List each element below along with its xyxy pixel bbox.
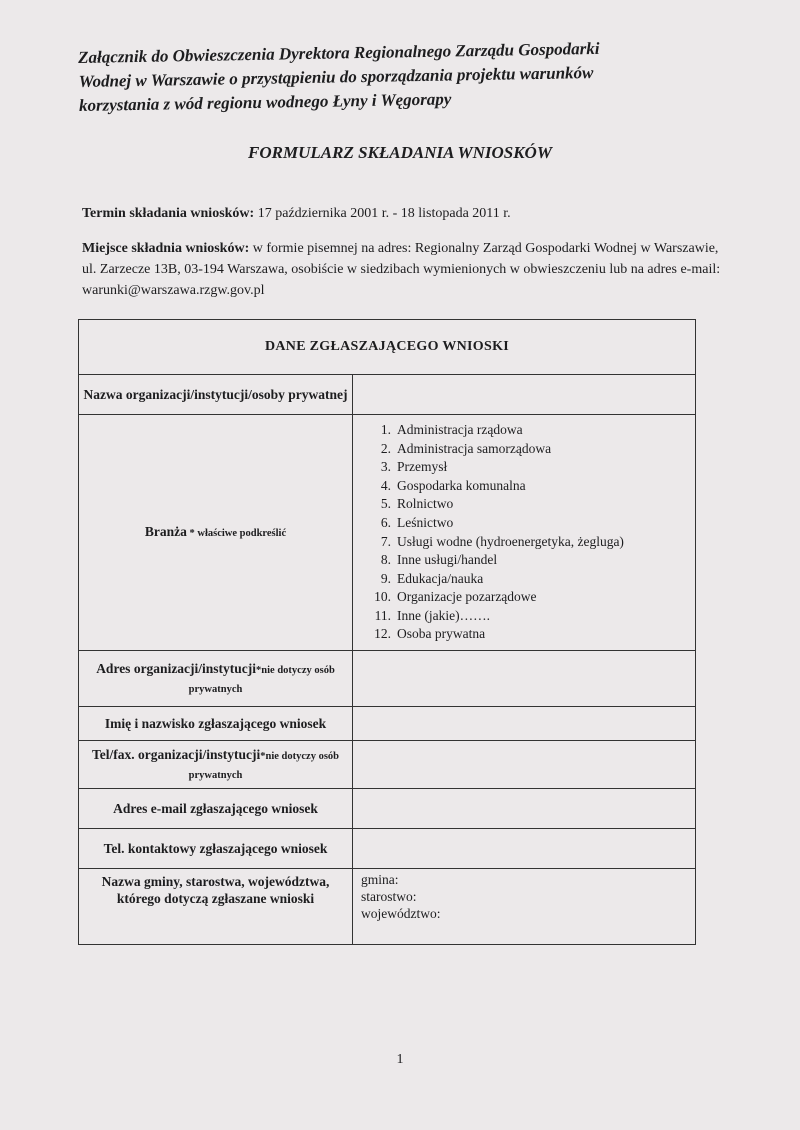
applicant-name-label: Imię i nazwisko zgłaszającego wniosek	[79, 707, 353, 741]
deadline-line	[82, 206, 511, 222]
address-field[interactable]	[353, 651, 696, 707]
deadline-label: Termin składania wniosków:	[82, 206, 255, 221]
industry-note: * właściwe podkreślić	[186, 528, 287, 539]
industry-item[interactable]: 8. Inne usługi/handel	[380, 552, 498, 568]
table-header: DANE ZGŁASZAJĄCEGO WNIOSKI	[79, 320, 696, 375]
deadline-value: 17 października 2001 r. - 18 listopada 2011 r.	[254, 206, 511, 221]
header-line-3: korzystania z wód regionu wodnego Łyny i Węgorapy	[78, 89, 452, 115]
contact-phone-label: Tel. kontaktowy zgłaszającego wniosek	[79, 829, 353, 869]
address-note: *nie dotyczy osób prywatnych	[188, 664, 335, 695]
form-title: FORMULARZ SKŁADANIA WNIOSKÓW	[248, 143, 552, 162]
industry-item[interactable]: 2. Administracja samorządowa	[380, 440, 552, 456]
industry-item[interactable]: 1. Administracja rządowa	[380, 421, 523, 437]
region-fields-cell	[353, 869, 696, 945]
phone-fax-label-cell	[79, 741, 353, 789]
phone-fax-note: *nie dotyczy osób prywatnych	[188, 750, 339, 781]
header-line-2: Wodnej w Warszawie o przystąpieniu do sporządzania projektu warunków	[78, 63, 594, 91]
industry-item[interactable]: 9. Edukacja/nauka	[380, 570, 484, 586]
industry-item[interactable]: 5. Rolnictwo	[380, 496, 454, 512]
industry-item[interactable]: 11. Inne (jakie)…….	[374, 607, 490, 623]
industry-item[interactable]: 6. Leśnictwo	[380, 514, 454, 530]
industry-item[interactable]: 4. Gospodarka komunalna	[380, 477, 526, 493]
header-line-1: Załącznik do Obwieszczenia Dyrektora Regionalnego Zarządu Gospodarki	[78, 38, 600, 67]
applicant-data-table	[78, 319, 696, 945]
organization-name-label: Nazwa organizacji/instytucji/osoby prywatnej	[79, 375, 353, 415]
address-label: Adres organizacji/instytucji	[96, 660, 257, 676]
contact-phone-field[interactable]	[353, 829, 696, 869]
applicant-name-field[interactable]	[353, 707, 696, 741]
submission-place	[82, 238, 722, 301]
submission-place-label: Miejsce składnia wniosków:	[82, 241, 250, 256]
industry-options-cell	[353, 415, 696, 651]
industry-list	[369, 421, 687, 644]
page-number: 1	[396, 1052, 404, 1067]
address-label-cell	[79, 651, 353, 707]
phone-fax-label: Tel/fax. organizacji/instytucji	[92, 746, 261, 762]
county-field[interactable]: starostwo:	[361, 889, 417, 904]
submission-place-value: w formie pisemnej na adres: Regionalny Zarząd Gospodarki Wodnej w Warszawie, ul. Zarzecze 13B, 03-194 Warszawa, osobiście w siedzibach wymienionych w obwieszczeniu lub na adres e-mail: warunki@warszawa.rzgw.gov.pl	[82, 241, 721, 298]
industry-label-cell	[79, 415, 353, 651]
phone-fax-field[interactable]	[353, 741, 696, 789]
organization-name-field[interactable]	[353, 375, 696, 415]
industry-item[interactable]: 3. Przemysł	[380, 459, 448, 475]
industry-item[interactable]: 12. Osoba prywatna	[374, 626, 486, 642]
document-header	[78, 35, 719, 118]
region-label: Nazwa gminy, starostwa, województwa, którego dotyczą zgłaszane wnioski	[79, 869, 353, 945]
email-label: Adres e-mail zgłaszającego wniosek	[79, 789, 353, 829]
industry-label: Branża	[144, 524, 187, 539]
voivodeship-field[interactable]: województwo:	[361, 906, 441, 921]
industry-item[interactable]: 7. Usługi wodne (hydroenergetyka, żegluga)	[380, 533, 624, 549]
industry-item[interactable]: 10. Organizacje pozarządowe	[374, 589, 537, 605]
email-field[interactable]	[353, 789, 696, 829]
municipality-field[interactable]: gmina:	[361, 872, 399, 887]
